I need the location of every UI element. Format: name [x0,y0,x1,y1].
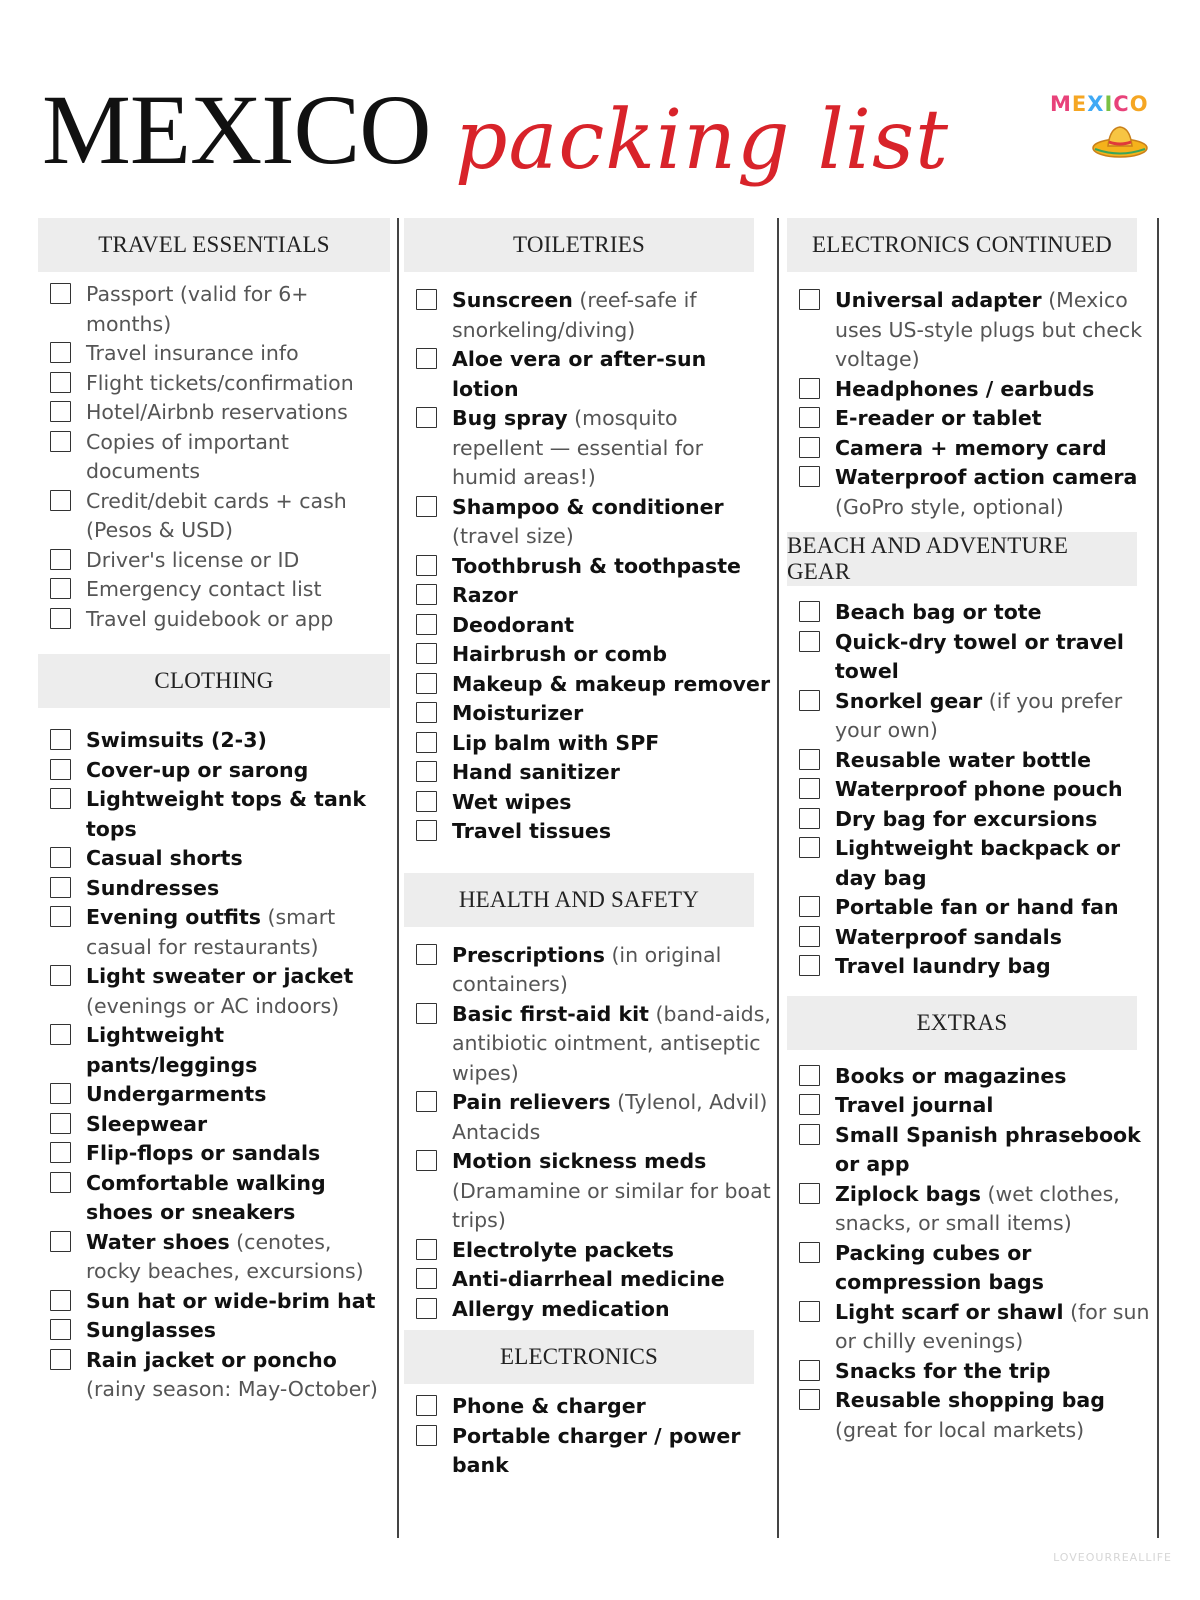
section-header: TRAVEL ESSENTIALS [38,218,390,272]
checkbox[interactable] [799,837,820,858]
section-toiletries [404,218,772,847]
checklist-item: Light sweater or jacket (evenings or AC indoors) [38,962,390,1021]
checklist-item: Hotel/Airbnb reservations [38,398,390,428]
section-beach-and-adventure-gear [787,532,1151,982]
checkbox[interactable] [50,1172,71,1193]
checklist-item: Snacks for the trip [787,1357,1151,1387]
checkbox[interactable] [416,820,437,841]
checklist-item: Anti-diarrheal medicine [404,1265,772,1295]
logo-word: MEXICO [1050,92,1149,116]
checklist-item: Small Spanish phrasebook or app [787,1121,1151,1180]
checklist-item: Undergarments [38,1080,390,1110]
checkbox[interactable] [50,608,71,629]
section-header: CLOTHING [38,654,390,708]
checkbox[interactable] [799,1183,820,1204]
checkbox[interactable] [416,1150,437,1171]
checkbox[interactable] [50,788,71,809]
checklist-item: Headphones / earbuds [787,375,1151,405]
checklist-item: Camera + memory card [787,434,1151,464]
checklist [787,1062,1151,1446]
checkbox[interactable] [50,877,71,898]
checkbox[interactable] [50,1349,71,1370]
checklist-item: Phone & charger [404,1392,772,1422]
checklist-item: Pain relievers (Tylenol, Advil) Antacids [404,1088,772,1147]
sombrero-icon [1090,122,1150,162]
section-header: ELECTRONICS CONTINUED [787,218,1137,272]
checklist-item: Books or magazines [787,1062,1151,1092]
checklist [38,280,390,634]
checklist-item: Snorkel gear (if you prefer your own) [787,687,1151,746]
checkbox[interactable] [50,1083,71,1104]
checklist-item: Travel guidebook or app [38,605,390,635]
checkbox[interactable] [416,614,437,635]
checkbox[interactable] [416,1395,437,1416]
section-extras [787,996,1151,1446]
checkbox[interactable] [50,1290,71,1311]
checklist-item: Sleepwear [38,1110,390,1140]
checkbox[interactable] [50,490,71,511]
checkbox[interactable] [799,1094,820,1115]
checkbox[interactable] [799,466,820,487]
checklist-item: Quick-dry towel or travel towel [787,628,1151,687]
checklist-item: Reusable shopping bag (great for local markets) [787,1386,1151,1445]
checklist-item: Light scarf or shawl (for sun or chilly evenings) [787,1298,1151,1357]
section-electronics-continued [787,218,1151,522]
checkbox[interactable] [50,1113,71,1134]
checklist [404,1392,772,1481]
checklist-item: Makeup & makeup remover [404,670,772,700]
checklist-item: Travel insurance info [38,339,390,369]
checklist-item: Emergency contact list [38,575,390,605]
checkbox[interactable] [799,289,820,310]
watermark: LOVEOURREALLIFE [1053,1551,1172,1564]
page-title: MEXICO [42,74,431,185]
section-clothing [38,654,390,1405]
checklist-item: Motion sickness meds (Dramamine or similar for boat trips) [404,1147,772,1236]
checklist [787,286,1151,522]
column-divider [397,218,399,1538]
checklist-item: Basic first-aid kit (band-aids, antibiotic ointment, antiseptic wipes) [404,1000,772,1089]
checklist-item: Ziplock bags (wet clothes, snacks, or small items) [787,1180,1151,1239]
checklist-item: Razor [404,581,772,611]
column-1 [38,218,390,1405]
checklist-item: Deodorant [404,611,772,641]
checkbox[interactable] [50,431,71,452]
checkbox[interactable] [799,778,820,799]
checklist-item: Prescriptions (in original containers) [404,941,772,1000]
checklist-item: Portable charger / power bank [404,1422,772,1481]
checkbox[interactable] [416,348,437,369]
checkbox[interactable] [50,1024,71,1045]
checklist-item: Electrolyte packets [404,1236,772,1266]
checkbox[interactable] [50,549,71,570]
checklist-item: Evening outfits (smart casual for restaurants) [38,903,390,962]
section-header: EXTRAS [787,996,1137,1050]
section-header: BEACH AND ADVENTURE GEAR [787,532,1137,586]
checklist-item: Wet wipes [404,788,772,818]
checkbox[interactable] [416,791,437,812]
page-subtitle-script: packing list [455,93,950,188]
checklist-item: Shampoo & conditioner (travel size) [404,493,772,552]
checkbox[interactable] [416,1425,437,1446]
column-3 [787,218,1151,1445]
checkbox[interactable] [50,578,71,599]
checkbox[interactable] [799,808,820,829]
checklist-item: Hairbrush or comb [404,640,772,670]
checkbox[interactable] [416,496,437,517]
checkbox[interactable] [416,1268,437,1289]
column-divider [1157,218,1159,1538]
checkbox[interactable] [799,407,820,428]
column-divider [777,218,779,1538]
checkbox[interactable] [50,965,71,986]
checkbox[interactable] [799,1242,820,1263]
checklist-item: Driver's license or ID [38,546,390,576]
checklist-item: Flip-flops or sandals [38,1139,390,1169]
checklist-item: Lightweight pants/leggings [38,1021,390,1080]
checklist-item: Cover-up or sarong [38,756,390,786]
checklist-item: Waterproof action camera (GoPro style, optional) [787,463,1151,522]
checkbox[interactable] [799,437,820,458]
checklist-item: Portable fan or hand fan [787,893,1151,923]
checklist-item: Sunscreen (reef-safe if snorkeling/diving) [404,286,772,345]
checklist-item: Passport (valid for 6+ months) [38,280,390,339]
checkbox[interactable] [50,1319,71,1340]
checklist-item: Bug spray (mosquito repellent — essential for humid areas!) [404,404,772,493]
checkbox[interactable] [799,1124,820,1145]
checkbox[interactable] [416,732,437,753]
checkbox[interactable] [50,759,71,780]
checkbox[interactable] [799,631,820,652]
checkbox[interactable] [416,289,437,310]
checkbox[interactable] [416,702,437,723]
checkbox[interactable] [50,342,71,363]
checklist-item: Waterproof sandals [787,923,1151,953]
checkbox[interactable] [416,944,437,965]
checkbox[interactable] [50,372,71,393]
checklist-item: Lightweight tops & tank tops [38,785,390,844]
section-electronics [404,1330,772,1481]
checklist-item: E-reader or tablet [787,404,1151,434]
checklist-item: Beach bag or tote [787,598,1151,628]
checklist-item: Hand sanitizer [404,758,772,788]
checkbox[interactable] [416,673,437,694]
checkbox[interactable] [799,378,820,399]
checklist [404,286,772,847]
checklist-item: Water shoes (cenotes, rocky beaches, excursions) [38,1228,390,1287]
checkbox[interactable] [50,906,71,927]
checklist-item: Travel laundry bag [787,952,1151,982]
section-header: TOILETRIES [404,218,754,272]
checklist-item: Toothbrush & toothpaste [404,552,772,582]
checkbox[interactable] [799,601,820,622]
checklist-item: Dry bag for excursions [787,805,1151,835]
checkbox[interactable] [50,1142,71,1163]
checkbox[interactable] [416,761,437,782]
section-travel-essentials [38,218,390,634]
checkbox[interactable] [416,1239,437,1260]
checkbox[interactable] [799,926,820,947]
checkbox[interactable] [416,407,437,428]
checklist-item: Flight tickets/confirmation [38,369,390,399]
section-header: ELECTRONICS [404,1330,754,1384]
column-2 [404,218,772,1481]
checkbox[interactable] [799,749,820,770]
checklist-item: Universal adapter (Mexico uses US-style plugs but check voltage) [787,286,1151,375]
checkbox[interactable] [416,1091,437,1112]
checklist-item: Moisturizer [404,699,772,729]
mexico-logo [1050,92,1160,172]
checklist-item: Packing cubes or compression bags [787,1239,1151,1298]
checklist-item: Travel journal [787,1091,1151,1121]
checklist-item: Reusable water bottle [787,746,1151,776]
checkbox[interactable] [416,1003,437,1024]
checklist-item: Travel tissues [404,817,772,847]
checkbox[interactable] [799,1301,820,1322]
section-health-and-safety [404,873,772,1325]
checklist-item: Credit/debit cards + cash (Pesos & USD) [38,487,390,546]
checkbox[interactable] [50,283,71,304]
checklist-item: Sunglasses [38,1316,390,1346]
checklist-item: Sun hat or wide-brim hat [38,1287,390,1317]
checkbox[interactable] [416,1298,437,1319]
checkbox[interactable] [416,584,437,605]
checklist-item: Allergy medication [404,1295,772,1325]
checklist-item: Copies of important documents [38,428,390,487]
checklist-item: Aloe vera or after-sun lotion [404,345,772,404]
checklist-item: Casual shorts [38,844,390,874]
checkbox[interactable] [416,555,437,576]
checklist-item: Lightweight backpack or day bag [787,834,1151,893]
checkbox[interactable] [799,690,820,711]
checklist [404,941,772,1325]
checkbox[interactable] [799,1065,820,1086]
checklist [38,726,390,1405]
checklist-item: Swimsuits (2-3) [38,726,390,756]
checklist-item: Rain jacket or poncho (rainy season: May-October) [38,1346,390,1405]
checkbox[interactable] [799,1360,820,1381]
checklist-item: Comfortable walking shoes or sneakers [38,1169,390,1228]
checklist-item: Lip balm with SPF [404,729,772,759]
section-header: HEALTH AND SAFETY [404,873,754,927]
checkbox[interactable] [50,729,71,750]
checkbox[interactable] [50,847,71,868]
checklist-item: Waterproof phone pouch [787,775,1151,805]
checkbox[interactable] [50,1231,71,1252]
checkbox[interactable] [799,955,820,976]
checkbox[interactable] [799,1389,820,1410]
checkbox[interactable] [799,896,820,917]
checkbox[interactable] [50,401,71,422]
checklist-item: Sundresses [38,874,390,904]
checklist [787,598,1151,982]
checkbox[interactable] [416,643,437,664]
